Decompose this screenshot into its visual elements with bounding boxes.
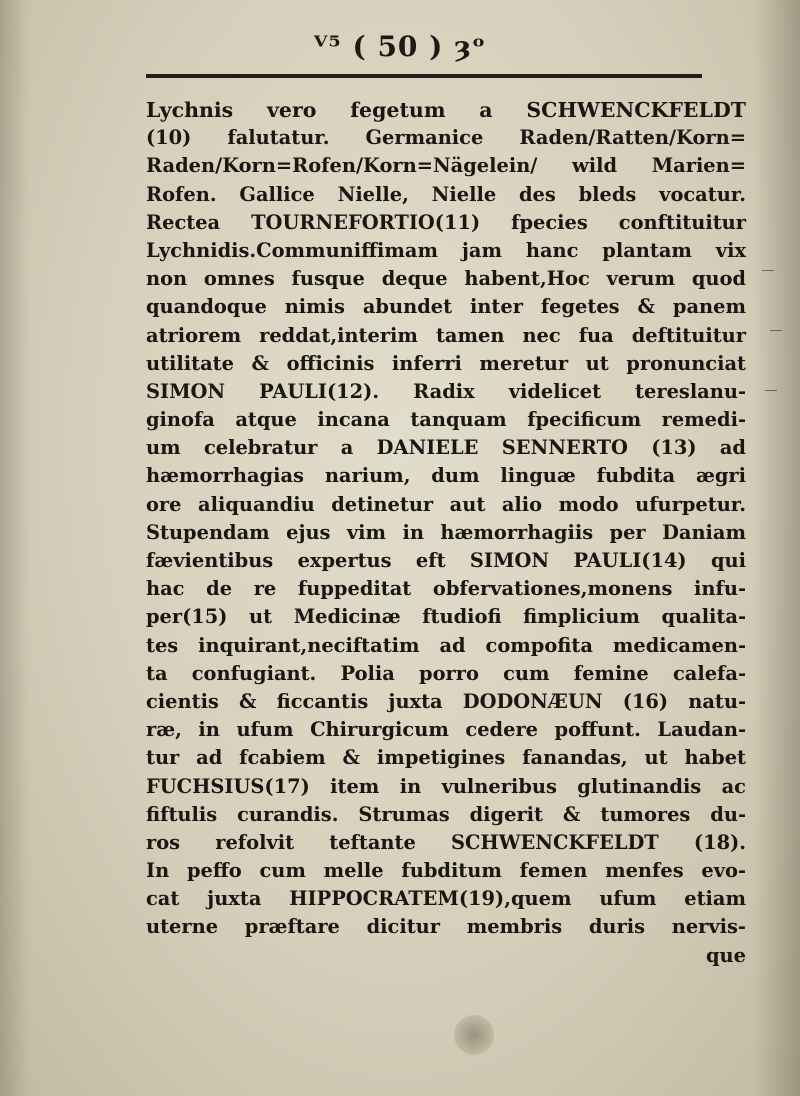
text-line: FUCHSIUS(17) item in vulneribus glutinandis ac [146,774,746,798]
text-line: cientis & ficcantis juxta DODONÆUN (16) natu- [146,689,746,713]
page-number-header: ⱽ⁵ ( 50 ) ȝᵒ [313,30,487,63]
text-line: que [706,943,746,967]
body-text [146,96,746,970]
page-edge-shadow [754,0,800,1096]
header-rule [146,74,702,78]
text-line: hac de re fuppeditat obfervationes,monens infu- [146,577,746,601]
text-line: non omnes fusque deque habent,Hoc verum quod [146,267,746,291]
text-line: In peffo cum melle fubditum femen menfes evo- [146,859,746,883]
text-line: Stupendam ejus vim in hæmorrhagiis per Daniam [146,520,746,544]
text-line: ore aliquandiu detinetur aut alio modo ufurpetur. [146,492,746,516]
text-line: uterne præftare dicitur membris duris nervis- [146,915,746,939]
text-line: utilitate & officinis inferri meretur ut pronunciat [146,351,746,375]
text-line: Rofen. Gallice Nielle, Nielle des bleds vocatur. [146,182,746,206]
text-line: tur ad fcabiem & impetigines fanandas, ut habet [146,746,746,770]
text-line: ræ, in ufum Chirurgicum cedere poffunt. Laudan- [146,718,746,742]
text-line: Lychnis vero fegetum a SCHWENCKFELDT [146,98,746,122]
text-line: (10) falutatur. Germanice Raden/Ratten/Korn= [146,126,746,150]
text-line: tes inquirant,neciftatim ad compofita medicamen- [146,633,746,657]
text-line: atriorem reddat,interim tamen nec fua deftituitur [146,323,746,347]
text-line: um celebratur a DANIELE SENNERTO (13) ad [146,436,746,460]
margin-mark [762,270,774,271]
text-line: SIMON PAULI(12). Radix videlicet tereslanu- [146,379,746,403]
text-line: per(15) ut Medicinæ ftudiofi fimplicium qualita- [146,605,746,629]
text-line: fiftulis curandis. Strumas digerit & tumores du- [146,802,746,826]
text-line: ta confugiant. Polia porro cum femine calefa- [146,661,746,685]
text-line: Raden/Korn=Rofen/Korn=Nägelein/ wild Marien= [146,154,746,178]
margin-mark [770,330,782,331]
page-gutter-shadow [0,0,30,1096]
ink-blot [454,1015,494,1055]
text-line: ros refolvit teftante SCHWENCKFELDT (18). [146,830,746,854]
text-line: fævientibus expertus eft SIMON PAULI(14) qui [146,549,746,572]
margin-mark [765,390,777,391]
text-line: cat juxta HIPPOCRATEM(19),quem ufum etiam [146,887,746,911]
text-line: ginofa atque incana tanquam fpecificum remedi- [146,408,746,432]
text-line: hæmorrhagias narium, dum linguæ fubdita ægri [146,464,746,488]
text-line: quandoque nimis abundet inter fegetes & panem [146,295,746,319]
text-line: Lychnidis.Communiffimam jam hanc plantam vix [146,238,746,262]
text-line: Rectea TOURNEFORTIO(11) fpecies conftituitur [146,210,746,234]
